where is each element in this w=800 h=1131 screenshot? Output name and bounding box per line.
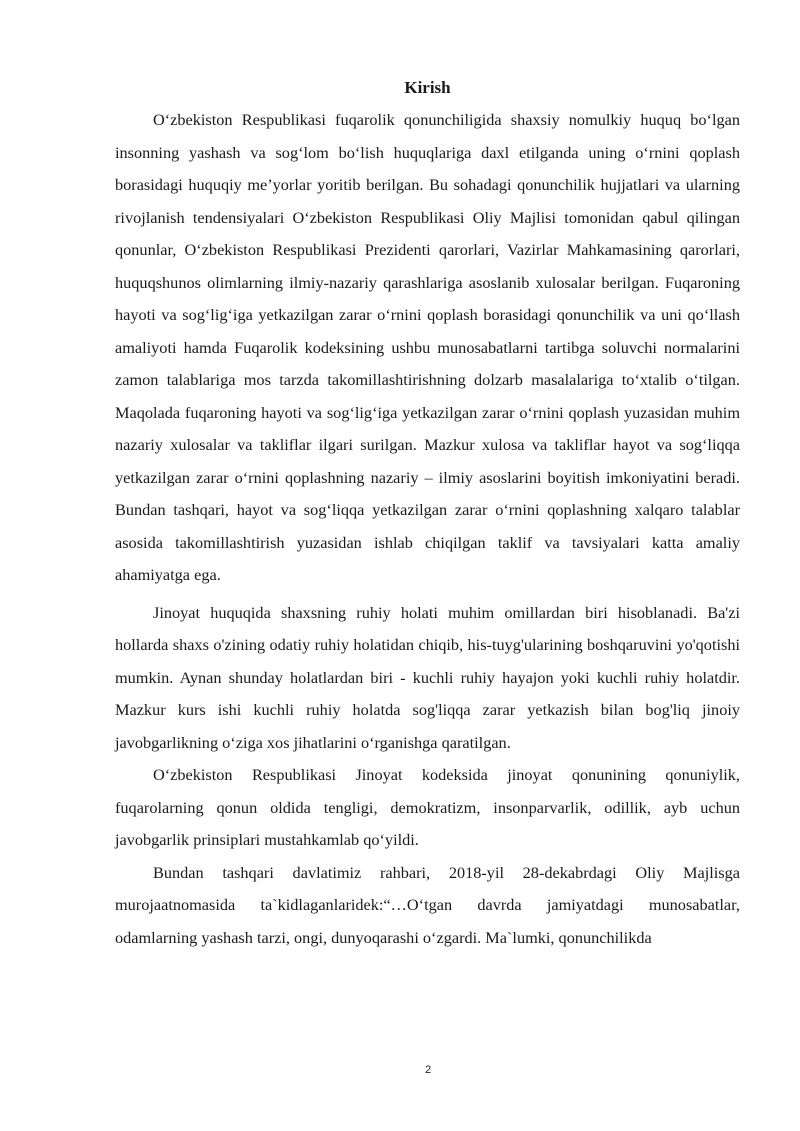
paragraph-criminal-law: Jinoyat huquqida shaxsning ruhiy holati muhim omillardan biri hisoblanadi. Ba'zi hollarda shaxs o'zining odatiy ruhiy holatidan chiqib, his-tuyg'ularining boshqaruvini yo'qotishi mumkin. Aynan shunday holatlardan biri - kuchli ruhiy hayajon yoki kuchli ruhiy holatdir. Mazkur kurs ishi kuchli ruhiy holatda sog'liqqa zarar yetkazish bilan bog'liq jinoiy javobgarlikning o‘ziga xos jihatlarini o‘rganishga qaratilgan.	[115, 602, 740, 752]
page-number: 2	[424, 1064, 432, 1076]
paragraph-intro: O‘zbekiston Respublikasi fuqarolik qonunchiligida shaxsiy nomulkiy huquq bo‘lgan insonning yashash va sog‘lom bo‘lish huquqlariga daxl etilganda uning o‘rnini qoplash borasidagi huquqiy me’yorlar yoritib berilgan. Bu sohadagi qonunchilik hujjatlari va ularning rivojlanish tendensiyalari O‘zbekiston Respublikasi Oliy Majlisi tomonidan qabul qilingan qonunlar, O‘zbekiston Respublikasi Prezidenti qarorlari, Vazirlar Mahkamasining qarorlari, huquqshunos olimlarning ilmiy-nazariy qarashlariga asoslanib xulosalar berilgan. Fuqaroning hayoti va sog‘lig‘iga yetkazilgan zarar o‘rnini qoplash borasidagi qonunchilik va uni qo‘llash amaliyoti hamda Fuqarolik kodeksining ushbu munosabatlarni tartibga soluvchi normalarini zamon talablariga mos tarzda takomillashtirishning dolzarb masalalariga to‘xtalib o‘tilgan. Maqolada fuqaroning hayoti va sog‘lig‘iga yetkazilgan zarar o‘rnini qoplash yuzasidan muhim nazariy xulosalar va takliflar ilgari surilgan. Mazkur xulosa va takliflar hayot va sog‘liqqa yetkazilgan zarar o‘rnini qoplashning nazariy – ilmiy asoslarini boyitish imkoniyatini beradi. Bundan tashqari, hayot va sog‘liqqa yetkazilgan zarar o‘rnini qoplashning xalqaro talablar asosida takomillashtirish yuzasidan ishlab chiqilgan taklif va tavsiyalari katta amaliy ahamiyatga ega.	[115, 110, 740, 584]
paragraph-president-address: Bundan tashqari davlatimiz rahbari, 2018-yil 28-dekabrdagi Oliy Majlisga murojaatnomasida ta`kidlaganlaridek:“…O‘tgan davrda jamiyatdagi munosabatlar, odamlarning yashash tarzi, ongi, dunyoqarashi o‘zgardi. Ma`lumki, qonunchilikda	[115, 862, 740, 947]
paragraph-criminal-code: O‘zbekiston Respublikasi Jinoyat kodeksida jinoyat qonunining qonuniylik, fuqarolarning qonun oldida tengligi, demokratizm, insonparvarlik, odillik, ayb uchun javobgarlik prinsiplari mustahkamlab qo‘yildi.	[115, 765, 740, 849]
page-title: Kirish	[404, 78, 451, 97]
document-body	[115, 104, 740, 954]
